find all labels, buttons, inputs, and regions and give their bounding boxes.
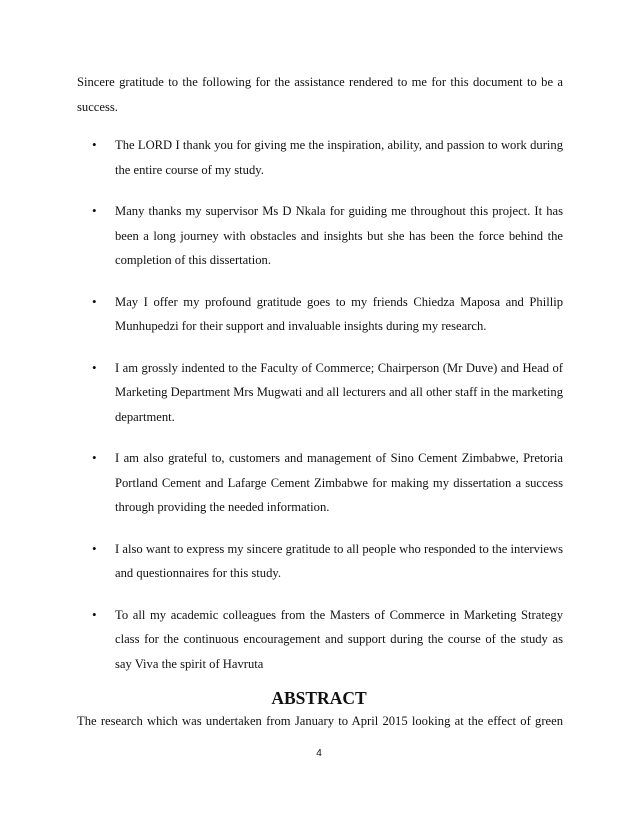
list-item-text: I am also grateful to, customers and management of Sino Cement Zimbabwe, Pretoria Portland Cement and Lafarge Cement Zimbabwe for making my dissertation a success through providing the needed information. (115, 451, 563, 514)
bullet-icon: • (92, 137, 97, 152)
bullet-icon: • (92, 450, 97, 465)
bullet-icon: • (92, 540, 97, 556)
list-item-text: May I offer my profound gratitude goes to my friends Chiedza Maposa and Phillip Munhupedzi for their support and invaluable insights during my research. (115, 294, 563, 333)
list-item (77, 133, 563, 182)
bullet-icon: • (92, 606, 97, 622)
list-item-text: I also want to express my sincere gratitude to all people who responded to the interviews and questionnaires for this study. (115, 541, 563, 580)
list-item-text: Many thanks my supervisor Ms D Nkala for guiding me throughout this project. It has been a long journey with obstacles and insights but she has been the force behind the completion of this dissertation. (115, 204, 563, 267)
list-item-text: I am grossly indented to the Faculty of Commerce; Chairperson (Mr Duve) and Head of Marketing Department Mrs Mugwati and all lecturers and all other staff in the marketing department. (115, 360, 563, 424)
list-item (77, 356, 563, 430)
list-item (77, 290, 563, 339)
acknowledgement-list (77, 133, 563, 676)
list-item (77, 446, 563, 520)
acknowledgements-section (77, 70, 563, 693)
bullet-icon: • (92, 203, 97, 218)
page-number: 4 (316, 748, 322, 759)
abstract-first-line: The research which was undertaken from January to April 2015 looking at the effect of green (77, 714, 563, 728)
list-item-text: The LORD I thank you for giving me the inspiration, ability, and passion to work during the entire course of my study. (115, 138, 563, 177)
intro-paragraph: Sincere gratitude to the following for the assistance rendered to me for this document to be a success. (77, 75, 563, 114)
abstract-heading: ABSTRACT (271, 688, 367, 708)
list-item (77, 603, 563, 677)
list-item-text: To all my academic colleagues from the Masters of Commerce in Marketing Strategy class for the continuous encouragement and support during the course of the study as say Viva the spirit of Havruta (115, 607, 563, 671)
list-item (77, 537, 563, 586)
bullet-icon: • (92, 359, 97, 375)
list-item (77, 199, 563, 273)
bullet-icon: • (92, 293, 97, 309)
